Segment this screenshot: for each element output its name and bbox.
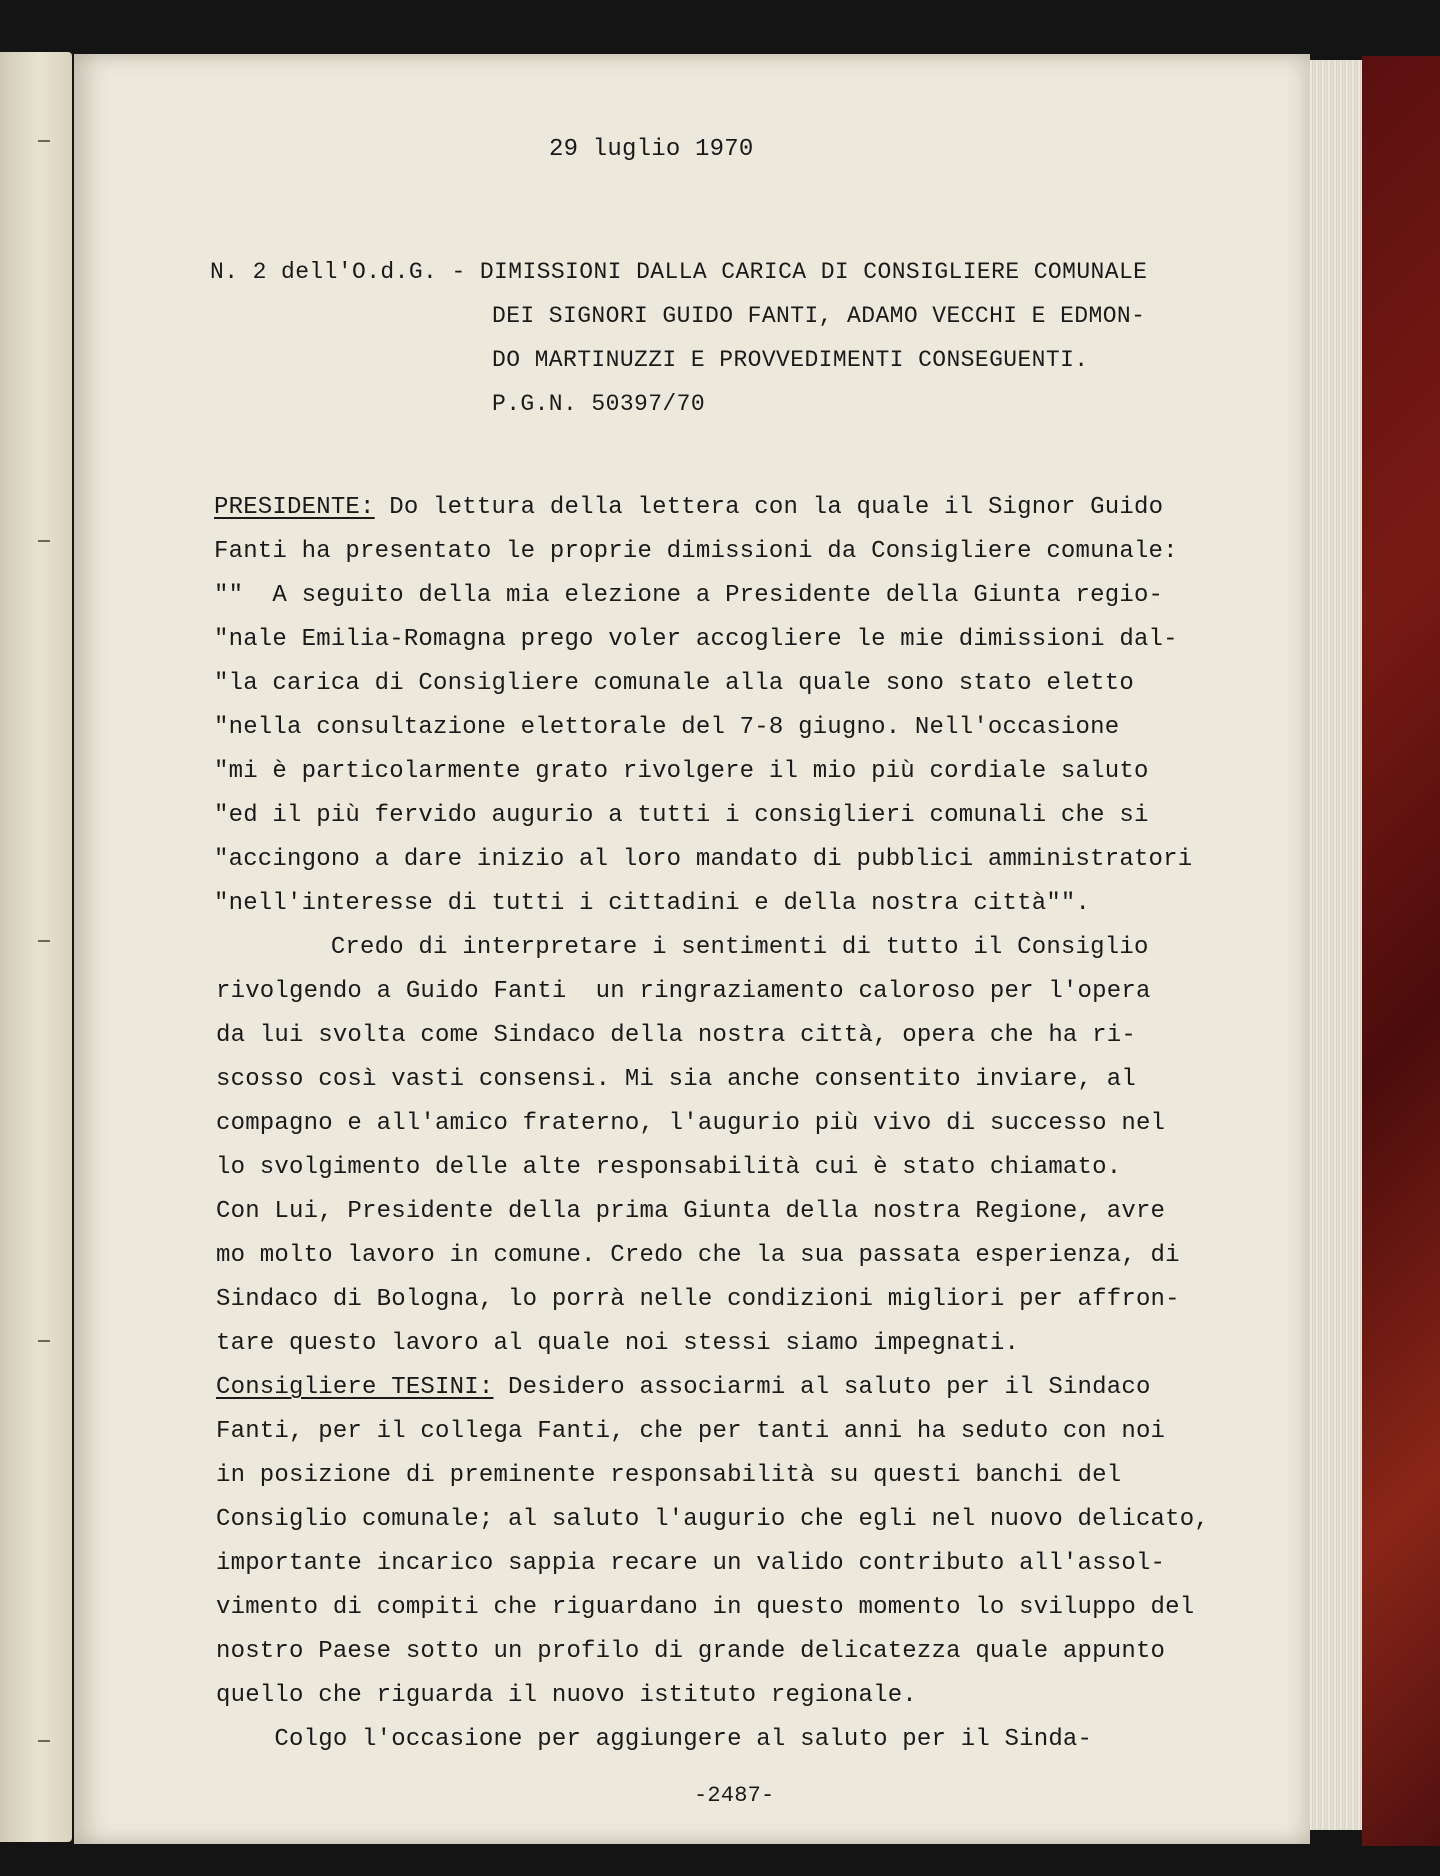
speaker-tesini: Consigliere TESINI: bbox=[216, 1374, 494, 1401]
body-line: "ed il più fervido augurio a tutti i consiglieri comunali che si bbox=[214, 802, 1149, 829]
body-line: Consigliere TESINI: Desidero associarmi al saluto per il Sindaco bbox=[216, 1374, 1151, 1401]
body-line: Con Lui, Presidente della prima Giunta della nostra Regione, avre bbox=[216, 1198, 1166, 1225]
body-line: Consiglio comunale; al saluto l'augurio che egli nel nuovo delicato, bbox=[216, 1506, 1209, 1533]
body-line: scosso così vasti consensi. Mi sia anche consentito inviare, al bbox=[216, 1066, 1136, 1093]
book-cover bbox=[1362, 56, 1440, 1846]
binding-stitch bbox=[38, 140, 50, 142]
left-page-edge bbox=[0, 52, 72, 1842]
body-line: mo molto lavoro in comune. Credo che la sua passata esperienza, di bbox=[216, 1242, 1180, 1269]
body-line: quello che riguarda il nuovo istituto regionale. bbox=[216, 1682, 917, 1709]
body-line: lo svolgimento delle alte responsabilità cui è stato chiamato. bbox=[216, 1154, 1122, 1181]
body-line: "mi è particolarmente grato rivolgere il mio più cordiale saluto bbox=[214, 758, 1149, 785]
binding-stitch bbox=[38, 1740, 50, 1742]
body-line: Sindaco di Bologna, lo porrà nelle condizioni migliori per affron- bbox=[216, 1286, 1180, 1313]
document-date: 29 luglio 1970 bbox=[549, 136, 754, 163]
binding-stitch bbox=[38, 540, 50, 542]
body-line: importante incarico sappia recare un valido contributo all'assol- bbox=[216, 1550, 1166, 1577]
body-line: compagno e all'amico fraterno, l'augurio più vivo di successo nel bbox=[216, 1110, 1166, 1137]
body-line: "la carica di Consigliere comunale alla quale sono stato eletto bbox=[214, 670, 1134, 697]
body-line: "accingono a dare inizio al loro mandato di pubblici amministratori bbox=[214, 846, 1193, 873]
page-number: -2487- bbox=[694, 1783, 775, 1808]
body-line: in posizione di preminente responsabilità su questi banchi del bbox=[216, 1462, 1122, 1489]
binding-stitch bbox=[38, 1340, 50, 1342]
body-line: "nella consultazione elettorale del 7-8 giugno. Nell'occasione bbox=[214, 714, 1120, 741]
body-line: "nale Emilia-Romagna prego voler accogliere le mie dimissioni dal- bbox=[214, 626, 1178, 653]
body-line: nostro Paese sotto un profilo di grande delicatezza quale appunto bbox=[216, 1638, 1166, 1665]
body-line: Credo di interpretare i sentimenti di tutto il Consiglio bbox=[214, 934, 1149, 961]
body-line: "" A seguito della mia elezione a Presidente della Giunta regio- bbox=[214, 582, 1164, 609]
document-page bbox=[74, 54, 1310, 1844]
protocol-number: P.G.N. 50397/70 bbox=[492, 391, 706, 417]
heading-line: N. 2 dell'O.d.G. - DIMISSIONI DALLA CARICA DI CONSIGLIERE COMUNALE bbox=[210, 259, 1148, 285]
heading-line: DEI SIGNORI GUIDO FANTI, ADAMO VECCHI E EDMON- bbox=[492, 303, 1146, 329]
body-line: tare questo lavoro al quale noi stessi siamo impegnati. bbox=[216, 1330, 1020, 1357]
body-line: Colgo l'occasione per aggiungere al saluto per il Sinda- bbox=[216, 1726, 1093, 1753]
body-line: "nell'interesse di tutti i cittadini e della nostra città"". bbox=[214, 890, 1091, 917]
body-line: Fanti ha presentato le proprie dimissioni da Consigliere comunale: bbox=[214, 538, 1178, 565]
body-line: rivolgendo a Guido Fanti un ringraziamento caloroso per l'opera bbox=[216, 978, 1151, 1005]
heading-line: DO MARTINUZZI E PROVVEDIMENTI CONSEGUENTI. bbox=[492, 347, 1089, 373]
binding-stitch bbox=[38, 940, 50, 942]
speaker-president: PRESIDENTE: bbox=[214, 494, 375, 521]
body-line: PRESIDENTE: Do lettura della lettera con la quale il Signor Guido bbox=[214, 494, 1164, 521]
body-line: da lui svolta come Sindaco della nostra città, opera che ha ri- bbox=[216, 1022, 1136, 1049]
body-line: Fanti, per il collega Fanti, che per tanti anni ha seduto con noi bbox=[216, 1418, 1166, 1445]
body-line: vimento di compiti che riguardano in questo momento lo sviluppo del bbox=[216, 1594, 1195, 1621]
